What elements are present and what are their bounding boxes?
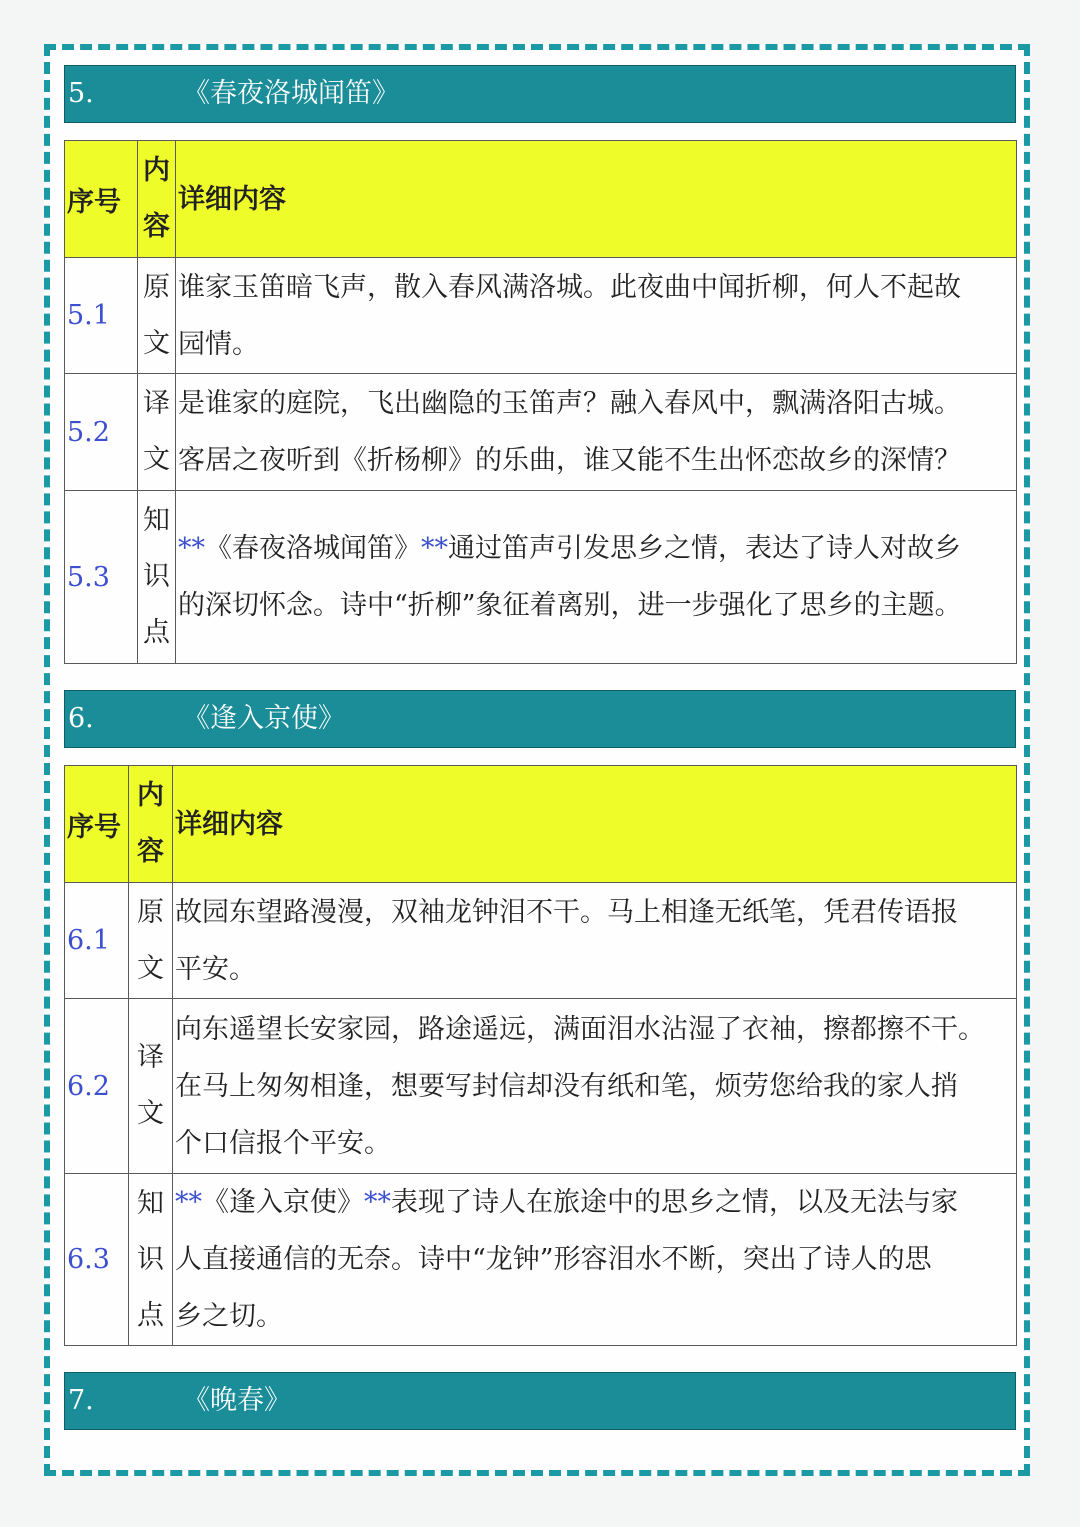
- row-detail: 是谁家的庭院，飞出幽隐的玉笛声？融入春风中，飘满洛阳古城。 客居之夜听到《折杨柳》的乐曲，谁又能不生出怀恋故乡的深情？: [176, 374, 1017, 491]
- emphasis-mark: **: [421, 533, 448, 564]
- row-detail: 向东遥望长安家园，路途遥远，满面泪水沾湿了衣袖，擦都擦不干。 在马上匆匆相逢，想要写封信却没有纸和笔，烦劳您给我的家人捎 个口信报个平安。: [173, 999, 1017, 1174]
- poem-title-ref: 《春夜洛城闻笛》: [205, 533, 421, 564]
- section-number: 6.: [68, 703, 94, 734]
- section-title: 《春夜洛城闻笛》: [183, 78, 399, 109]
- section-header-6: [64, 690, 1016, 748]
- header-kind: 内 容: [129, 766, 173, 883]
- emphasis-mark: **: [364, 1187, 391, 1218]
- row-seq: 6.1: [65, 883, 129, 999]
- row-seq: 6.3: [65, 1174, 129, 1346]
- table-row: [65, 999, 1017, 1174]
- row-kind: 译 文: [129, 999, 173, 1174]
- row-kind: 原 文: [138, 258, 176, 374]
- poem-table-6: [64, 765, 1017, 1346]
- emphasis-mark: **: [178, 533, 205, 564]
- header-detail: 详细内容: [173, 766, 1017, 883]
- header-seq: 序号: [65, 766, 129, 883]
- section-header-5: [64, 65, 1016, 123]
- poem-table-5: [64, 140, 1017, 664]
- row-seq: 5.1: [65, 258, 138, 374]
- table-row: [65, 1174, 1017, 1346]
- row-detail: 谁家玉笛暗飞声，散入春风满洛城。此夜曲中闻折柳，何人不起故 园情。: [176, 258, 1017, 374]
- poem-title-ref: 《逢入京使》: [202, 1187, 364, 1218]
- table-header-row: [65, 766, 1017, 883]
- row-kind: 知 识 点: [138, 491, 176, 664]
- section-number: 5.: [68, 78, 94, 109]
- emphasis-mark: **: [175, 1187, 202, 1218]
- row-kind: 译 文: [138, 374, 176, 491]
- row-kind: 原 文: [129, 883, 173, 999]
- row-detail: **《逢入京使》**表现了诗人在旅途中的思乡之情，以及无法与家 人直接通信的无奈。诗中“龙钟”形容泪水不断，突出了诗人的思 乡之切。: [173, 1174, 1017, 1346]
- table-row: [65, 374, 1017, 491]
- row-seq: 6.2: [65, 999, 129, 1174]
- table-header-row: [65, 141, 1017, 258]
- table-row: [65, 258, 1017, 374]
- header-kind: 内 容: [138, 141, 176, 258]
- header-detail: 详细内容: [176, 141, 1017, 258]
- section-title: 《逢入京使》: [183, 703, 345, 734]
- section-title: 《晚春》: [183, 1385, 291, 1416]
- section-header-7: [64, 1372, 1016, 1430]
- row-kind: 知 识 点: [129, 1174, 173, 1346]
- section-number: 7.: [68, 1385, 94, 1416]
- row-seq: 5.3: [65, 491, 138, 664]
- row-detail: 故园东望路漫漫，双袖龙钟泪不干。马上相逢无纸笔，凭君传语报 平安。: [173, 883, 1017, 999]
- table-row: [65, 883, 1017, 999]
- table-row: [65, 491, 1017, 664]
- header-seq: 序号: [65, 141, 138, 258]
- row-detail: **《春夜洛城闻笛》**通过笛声引发思乡之情，表达了诗人对故乡 的深切怀念。诗中“折柳”象征着离别，进一步强化了思乡的主题。: [176, 491, 1017, 664]
- row-seq: 5.2: [65, 374, 138, 491]
